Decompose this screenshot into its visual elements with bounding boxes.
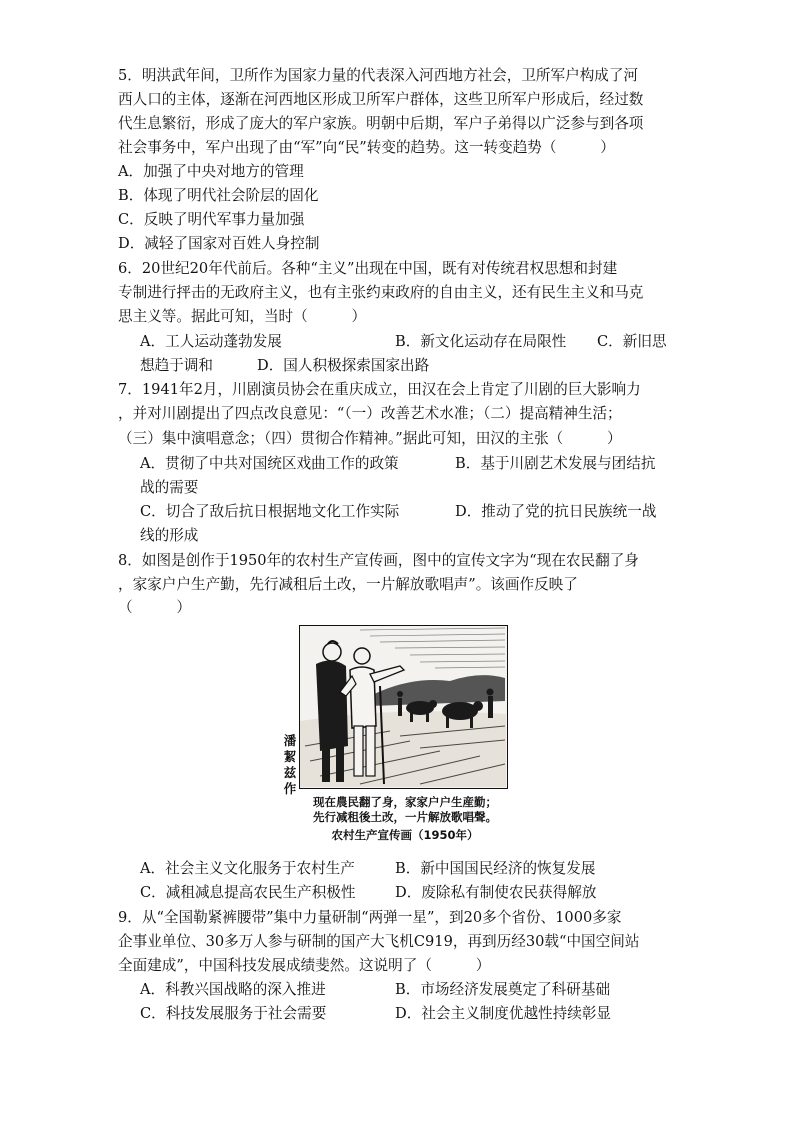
question-6-stem-line-2: 专制进行抨击的无政府主义，也有主张约束政府的自由主义，还有民生主义和马克 (118, 284, 644, 301)
question-9-option-d[interactable]: D．社会主义制度优越性持续彰显 (395, 1005, 612, 1022)
question-6-option-b[interactable]: B．新文化运动存在局限性 (395, 333, 567, 350)
question-5-stem-line-2: 西人口的主体，逐渐在河西地区形成卫所军户群体，这些卫所军户形成后，经过数 (118, 91, 644, 108)
question-8-option-d[interactable]: D．废除私有制使农民获得解放 (395, 884, 597, 901)
woodcut-illustration (299, 625, 508, 789)
question-7-stem-line-1: 7．1941年2月，川剧演员协会在重庆成立，田汉在会上肯定了川剧的巨大影响力 (118, 381, 641, 398)
question-5-stem-line-1: 5．明洪武年间，卫所作为国家力量的代表深入河西地方社会，卫所军户构成了河 (118, 67, 639, 84)
question-6-option-d[interactable]: D．国人积极探索国家出路 (257, 357, 430, 374)
question-7-stem-line-3: （三）集中演唱意念；（四）贯彻合作精神。”据此可知，田汉的主张（ ） (118, 430, 622, 447)
question-6-option-c[interactable]: C．新旧思 (597, 333, 667, 350)
question-6-option-a[interactable]: A．工人运动蓬勃发展 (140, 333, 282, 350)
question-9-stem-line-3: 全面建成”，中国科技发展成绩斐然。这说明了（ ） (118, 957, 491, 974)
question-8-option-a[interactable]: A．社会主义文化服务于农村生产 (140, 860, 355, 877)
question-8-stem-line-1: 8．如图是创作于1950年的农村生产宣传画，图中的宣传文字为“现在农民翻了身 (118, 552, 639, 569)
question-7-option-d-continued[interactable]: 线的形成 (140, 527, 199, 544)
question-5-option-a[interactable]: A．加强了中央对地方的管理 (118, 163, 304, 180)
question-5-option-c[interactable]: C．反映了明代军事力量加强 (118, 211, 305, 228)
question-7-option-b[interactable]: B．基于川剧艺术发展与团结抗 (455, 455, 656, 472)
question-7-stem-line-2: ，并对川剧提出了四点改良意见：“（一）改善艺术水准；（二）提高精神生活； (118, 405, 622, 422)
question-5-option-d[interactable]: D．减轻了国家对百姓人身控制 (118, 235, 320, 252)
propaganda-poster-figure (282, 625, 512, 847)
poster-title: 农村生产宣传画（1950年） (331, 828, 479, 842)
artist-signature: 潘絜兹作 (283, 733, 297, 796)
question-7-option-c[interactable]: C．切合了敌后抗日根据地文化工作实际 (140, 503, 400, 520)
question-9-option-b[interactable]: B．市场经济发展奠定了科研基础 (395, 981, 611, 998)
farmers-illustration (300, 626, 506, 787)
question-8-stem-line-3: （ ） (118, 599, 191, 616)
question-9-stem-line-1: 9．从“全国勒紧裤腰带”集中力量研制“两弹一星”，到20多个省份、1000多家 (118, 909, 622, 926)
question-8-option-c[interactable]: C．减租减息提高农民生产积极性 (140, 884, 356, 901)
question-6-option-c-continued[interactable]: 想趋于调和 (140, 357, 213, 374)
question-7-option-b-continued[interactable]: 战的需要 (140, 479, 199, 496)
question-9-option-a[interactable]: A．科教兴国战略的深入推进 (140, 981, 326, 998)
question-7-option-a[interactable]: A．贯彻了中共对国统区戏曲工作的政策 (140, 455, 399, 472)
question-6-stem-line-3: 思主义等。据此可知，当时（ ） (118, 308, 367, 325)
question-9-stem-line-2: 企事业单位、30多万人参与研制的国产大飞机C919，再到历经30载“中国空间站 (118, 933, 640, 950)
question-5-stem-line-4: 社会事务中，军户出现了由“军”向“民”转变的趋势。这一转变趋势（ ） (118, 139, 615, 156)
question-6-stem-line-1: 6．20世纪20年代前后。各种“主义”出现在中国，既有对传统君权思想和封建 (118, 260, 618, 277)
question-8-stem-line-2: ，家家户户生产勤，先行减租后土改，一片解放歌唱声”。该画作反映了 (118, 576, 578, 593)
question-5-stem-line-3: 代生息繁衍，形成了庞大的军户家族。明朝中后期，军户子弟得以广泛参与到各项 (118, 115, 644, 132)
question-8-option-b[interactable]: B．新中国国民经济的恢复发展 (395, 860, 596, 877)
poster-caption-line-1: 现在農民翻了身，家家户户生産勤； (313, 795, 497, 809)
question-7-option-d[interactable]: D．推动了党的抗日民族统一战 (455, 503, 657, 520)
question-9-option-c[interactable]: C．科技发展服务于社会需要 (140, 1005, 327, 1022)
question-5-option-b[interactable]: B．体现了明代社会阶层的固化 (118, 187, 319, 204)
poster-caption-line-2: 先行减租後土改，一片解放歌唱聲。 (313, 810, 497, 824)
